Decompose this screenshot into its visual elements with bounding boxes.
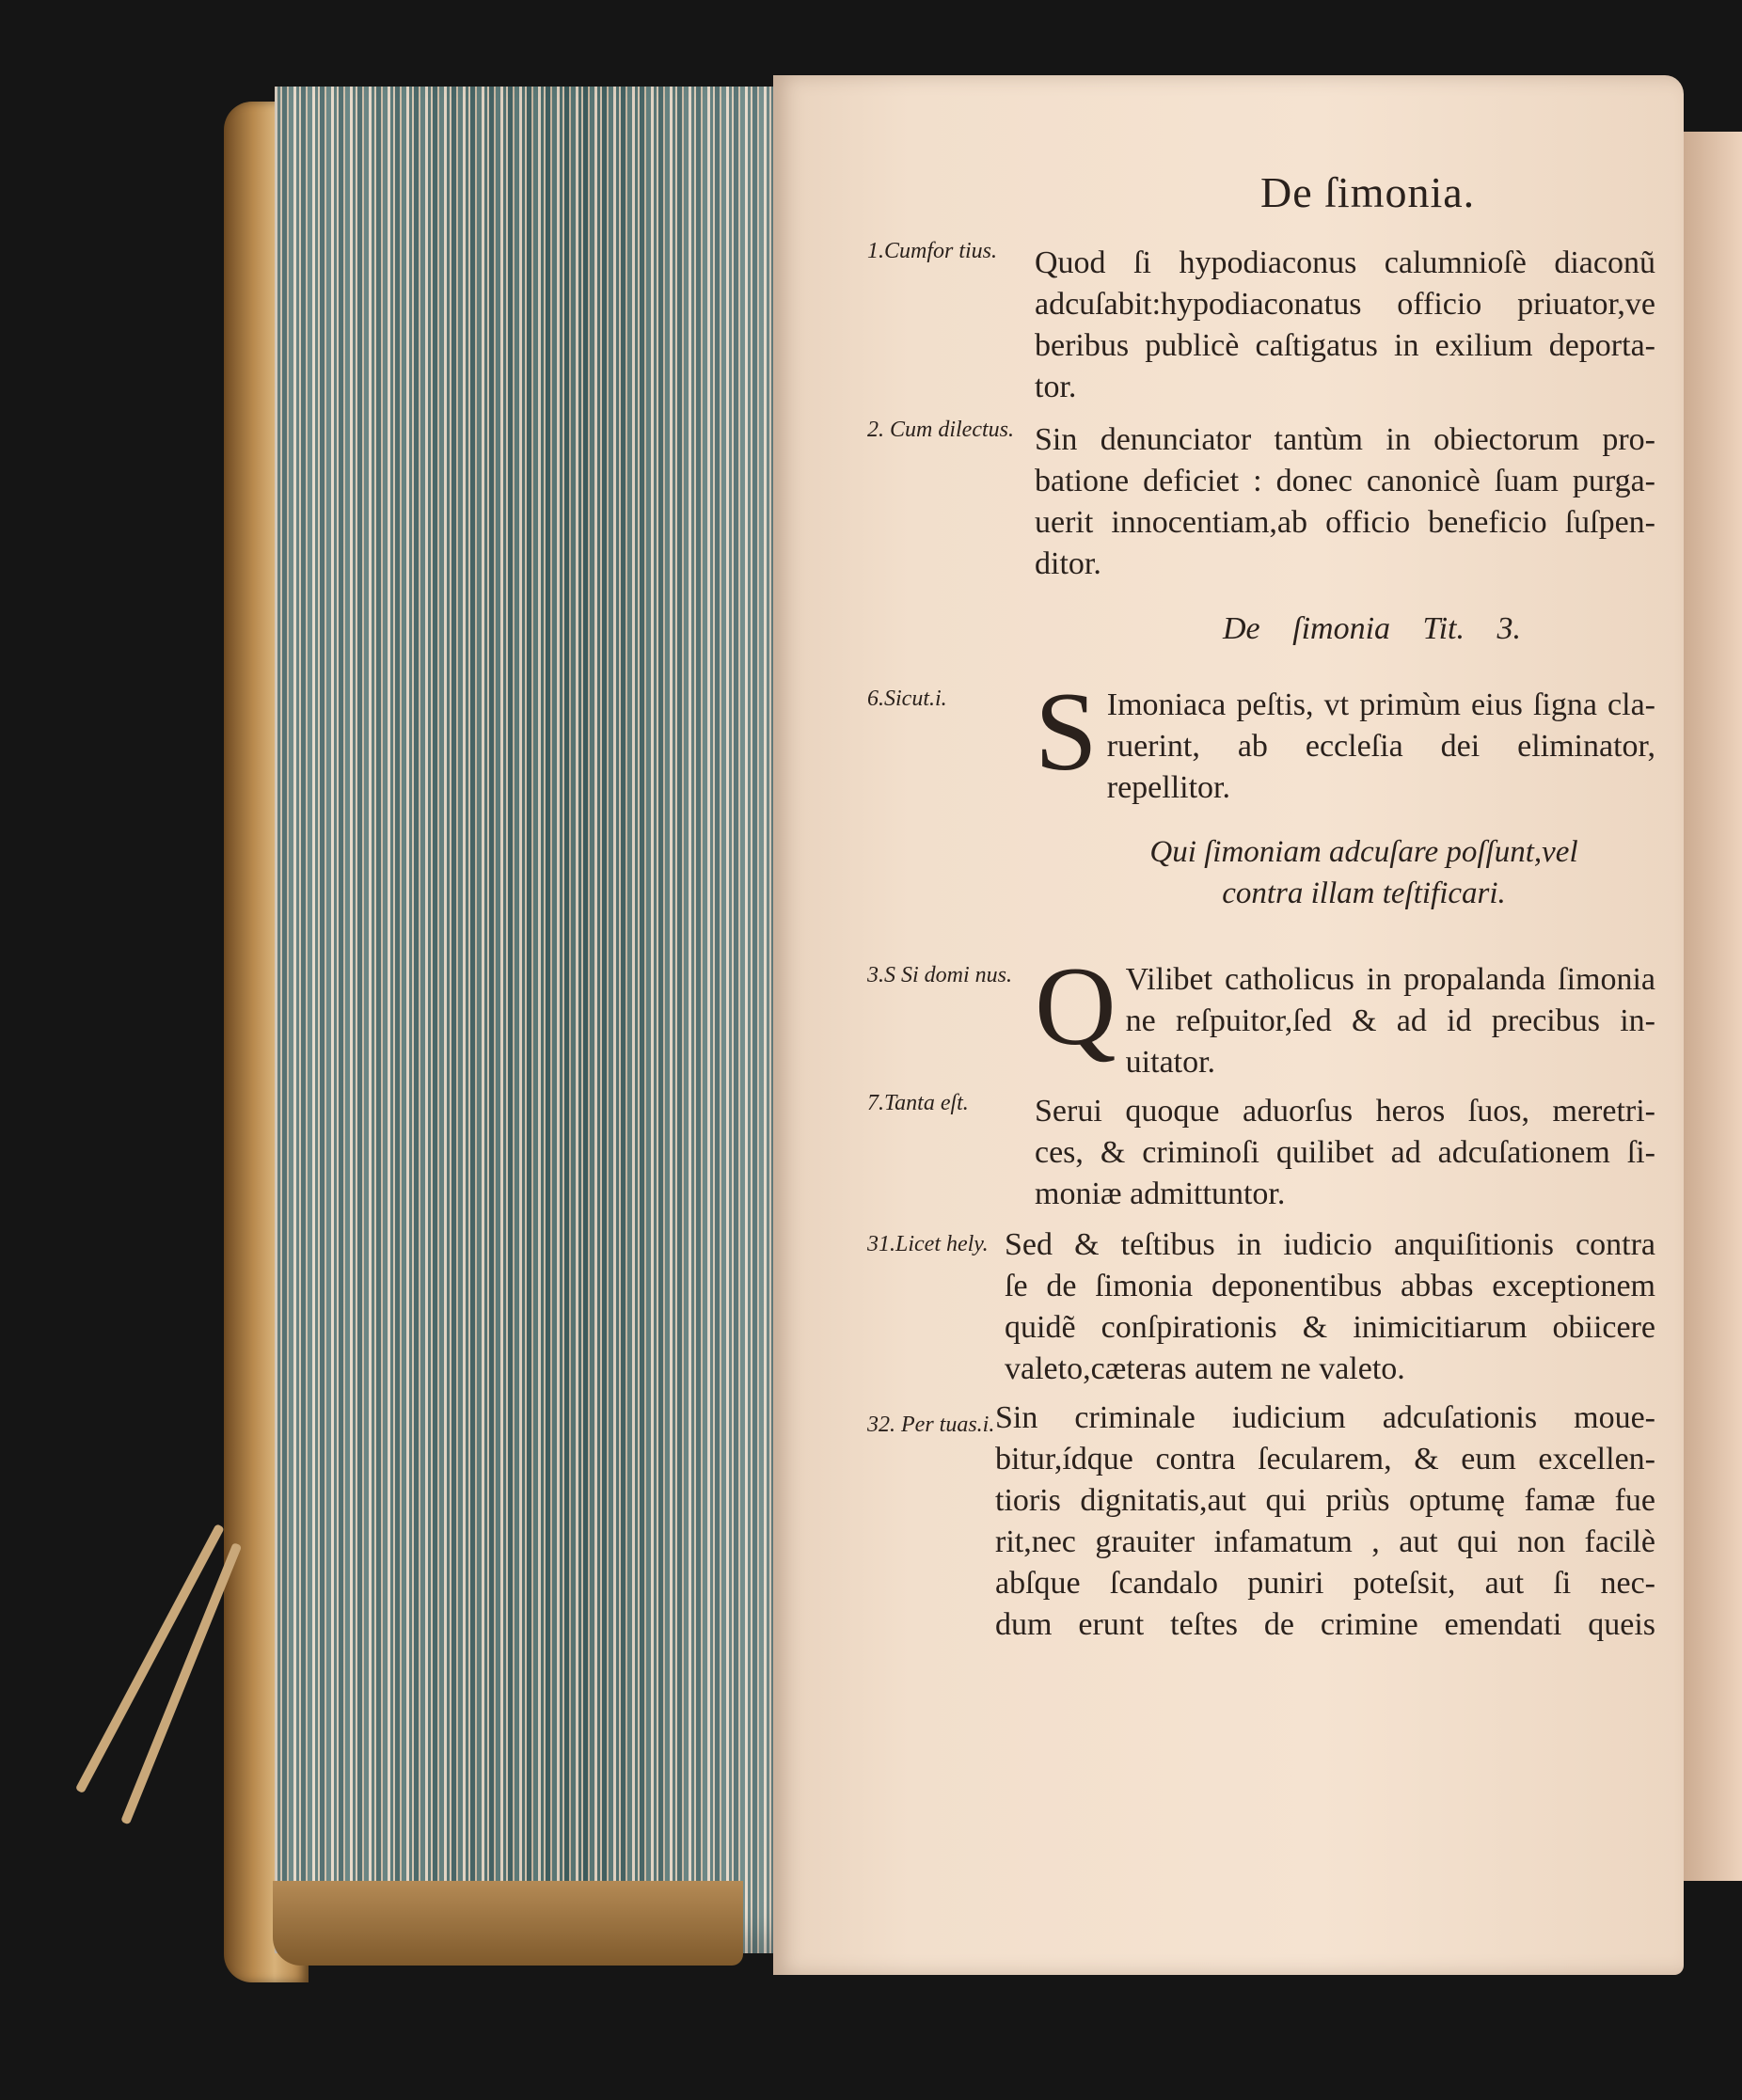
drop-cap: S [1035,669,1098,794]
text-line: beribus publicè caſtigatus in exilium deporta- [1035,328,1655,363]
paragraph [1035,1091,1655,1215]
subheading [1101,831,1627,914]
section-title: De ſimonia Tit. 3. [1223,611,1521,646]
margin-note: 1.Cumfor tius. [867,239,998,263]
running-head: De ſimonia. [1260,168,1476,216]
text-line: Serui quoque aduorſus heros ſuos, meretri- [1035,1094,1655,1129]
text-line: abſque ſcandalo puniri poteſsit, aut ſi nec- [995,1566,1655,1601]
text-line: adcuſabit:hypodiaconatus officio priuator,ve [1035,287,1655,322]
text-line: batione deficiet : donec canonicè ſuam purga- [1035,464,1655,498]
text-line: ne reſpuitor,ſed & ad id precibus in- [1125,1003,1655,1038]
margin-note: 2. Cum dilectus. [867,418,1014,442]
paragraph [1035,669,1655,809]
text-line: quidẽ conſpirationis & inimicitiarum obiicere [1005,1310,1655,1345]
text-line: dum erunt teſtes de crimine emendati queis [995,1607,1655,1642]
page-fore-edge [275,87,783,1953]
text-line: Sed & teſtibus in iudicio anquiſitionis contra [1005,1227,1655,1262]
text-line: uerit innocentiam,ab officio beneficio ſuſpen- [1035,505,1655,540]
text-line: Sin denunciator tantùm in obiectorum pro- [1035,422,1655,457]
drop-cap: Q [1035,943,1116,1068]
facing-page-edge [1679,132,1742,1881]
text-line: Vilibet catholicus in propalanda ſimonia [1125,962,1655,997]
paragraph [1005,1224,1655,1390]
margin-note: 31.Licet hely. [867,1232,989,1256]
paragraph [1035,419,1655,585]
text-line: rit,nec grauiter infamatum , aut qui non facilè [995,1524,1655,1559]
text-line: ditor. [1035,546,1101,581]
margin-note: 7.Tanta eſt. [867,1091,969,1115]
margin-note: 6.Sicut.i. [867,687,947,711]
text-line: ruerint, ab eccleſia dei eliminator, repellitor. [1106,729,1655,805]
margin-note: 32. Per tuas.i. [867,1413,995,1437]
subheading-line: contra illam teſtificari. [1222,876,1506,910]
paragraph [1035,243,1655,408]
text-line: ces, & criminoſi quilibet ad adcuſationem ſi- [1035,1135,1655,1170]
book-cover-lower [273,1881,743,1966]
text-line: Quod ſi hypodiaconus calumnioſè diaconũ [1035,245,1655,280]
text-line: uitator. [1125,1045,1216,1080]
text-line: moniæ admittuntor. [1035,1176,1286,1211]
text-line: ſe de ſimonia deponentibus abbas exceptionem [1005,1269,1655,1303]
text-line: Imoniaca peſtis, vt primùm eius ſigna cla- [1106,687,1655,722]
text-line: valeto,cæteras autem ne valeto. [1005,1351,1405,1386]
paragraph [1035,943,1655,1083]
paragraph [995,1397,1655,1646]
margin-note: 3.S Si domi nus. [867,963,1013,987]
text-line: bitur,ídque contra ſecularem, & eum excellen- [995,1442,1655,1476]
text-line: tor. [1035,370,1077,404]
text-line: Sin criminale iudicium adcuſationis moue- [995,1400,1655,1435]
text-line: tioris dignitatis,aut qui priùs optumę famæ fue [995,1483,1655,1518]
subheading-line: Qui ſimoniam adcuſare poſſunt,vel [1149,835,1578,869]
